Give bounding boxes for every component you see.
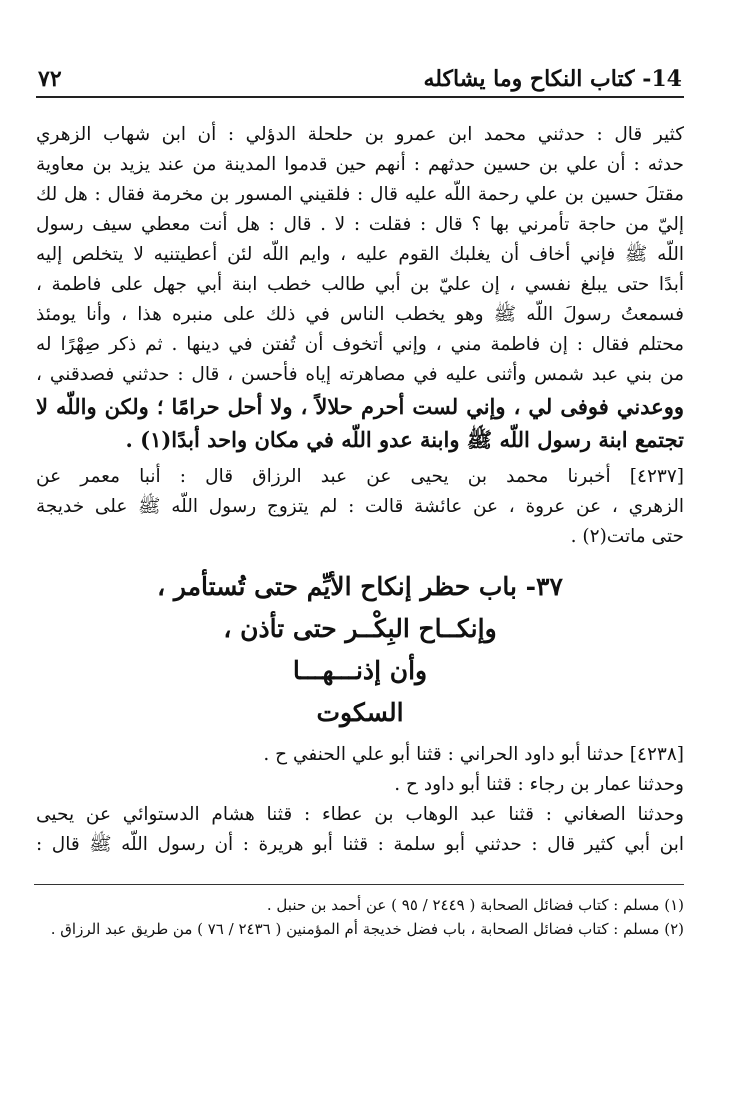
section-heading-line: السكوت (316, 698, 404, 727)
hadith-4236-continuation (36, 120, 684, 456)
page-header (36, 52, 684, 98)
section-heading-line: وإنكــاح البِكْــر حتى تأذن ، (223, 614, 497, 643)
page-number: ٧٢ (38, 66, 62, 92)
text-line: حتى ماتت(٢) . (570, 526, 684, 547)
page-body (36, 120, 684, 941)
text-line-bold: تجتمع ابنة رسول اللّه ﷺ وابنة عدو اللّه في مكان واحد أبدًا(١) . (125, 427, 684, 452)
text-line: [٤٢٣٨] حدثنا أبو داود الحراني : قثنا أبو علي الحنفي ح . (263, 744, 684, 765)
text-line: مقتلَ حسين بن علي رحمة اللّه عليه قال : فلقيني المسور بن مخرمة فقال : هل لك (36, 184, 684, 205)
chapter-title: 14- كتاب النكاح وما يشاكله (423, 66, 682, 92)
text-line: من بني عبد شمس وأثنى عليه في مصاهرته إياه فأحسن ، قال : حدثني فصدقني ، (36, 364, 684, 385)
hadith-4238 (36, 740, 684, 860)
text-line: وحدثنا الصغاني : قثنا عبد الوهاب بن عطاء : قثنا هشام الدستوائي عن يحيى (36, 804, 684, 825)
text-line: اللّه ﷺ فإني أخاف أن يغلبك القوم عليه ، وايم اللّه لئن أعطيتنيه لا يتخلص إليه (36, 244, 684, 265)
text-line: وحدثنا عمار بن رجاء : قثنا أبو داود ح . (394, 774, 684, 795)
hadith-4237 (36, 462, 684, 552)
section-heading (36, 566, 684, 734)
text-line: [٤٢٣٧] أخبرنا محمد بن يحيى عن عبد الرزاق قال : أنبا معمر عن (36, 466, 684, 487)
footnote-divider (34, 884, 684, 885)
text-line: إليّ من حاجة تأمرني بها ؟ قال : فقلت : لا . قال : هل أنت معطي سيف رسول (36, 214, 684, 235)
section-heading-line: ٣٧- باب حظر إنكاح الأيِّم حتى تُستأمر ، (157, 572, 563, 601)
footnotes (36, 893, 684, 941)
text-line: محتلم فقال : إن فاطمة مني ، وإني أتخوف أن تُفتن في دينها . ثم ذكر صِهْرًا له (36, 334, 684, 355)
text-line: فسمعتُ رسولَ اللّه ﷺ وهو يخطب الناس في ذلك على منبره هذا ، وأنا يومئذ (36, 304, 684, 325)
footnote-2: (٢) مسلم : كتاب فضائل الصحابة ، باب فضل خديجة أم المؤمنين ( ٢٤٣٦ / ٧٦ ) من طريق عبد الرزاق . (50, 920, 684, 938)
book-page (36, 52, 684, 1052)
footnote-1: (١) مسلم : كتاب فضائل الصحابة ( ٢٤٤٩ / ٩٥ ) عن أحمد بن حنبل . (266, 896, 684, 914)
text-line: أبدًا حتى يبلغ نفسي ، إن عليّ بن أبي طالب خطب ابنة أبي جهل على فاطمة ، (36, 274, 684, 295)
text-line: الزهري ، عن عروة ، عن عائشة قالت : لم يتزوج رسول اللّه ﷺ على خديجة (36, 496, 684, 517)
text-line: حدثه : أن علي بن حسين حدثهم : أنهم حين قدموا المدينة من عند يزيد بن معاوية (36, 154, 684, 175)
section-heading-line: وأن إذنـــهـــا (292, 656, 428, 685)
text-line: كثير قال : حدثني محمد ابن عمرو بن حلحلة الدؤلي : أن ابن شهاب الزهري (36, 124, 684, 145)
text-line-bold: ووعدني فوفى لي ، وإني لست أحرم حلالاً ، ولا أحل حرامًا ؛ ولكن واللّه لا (36, 394, 684, 419)
text-line: ابن أبي كثير قال : حدثني أبو سلمة : قثنا أبو هريرة : أن رسول اللّه ﷺ قال : (36, 834, 684, 855)
